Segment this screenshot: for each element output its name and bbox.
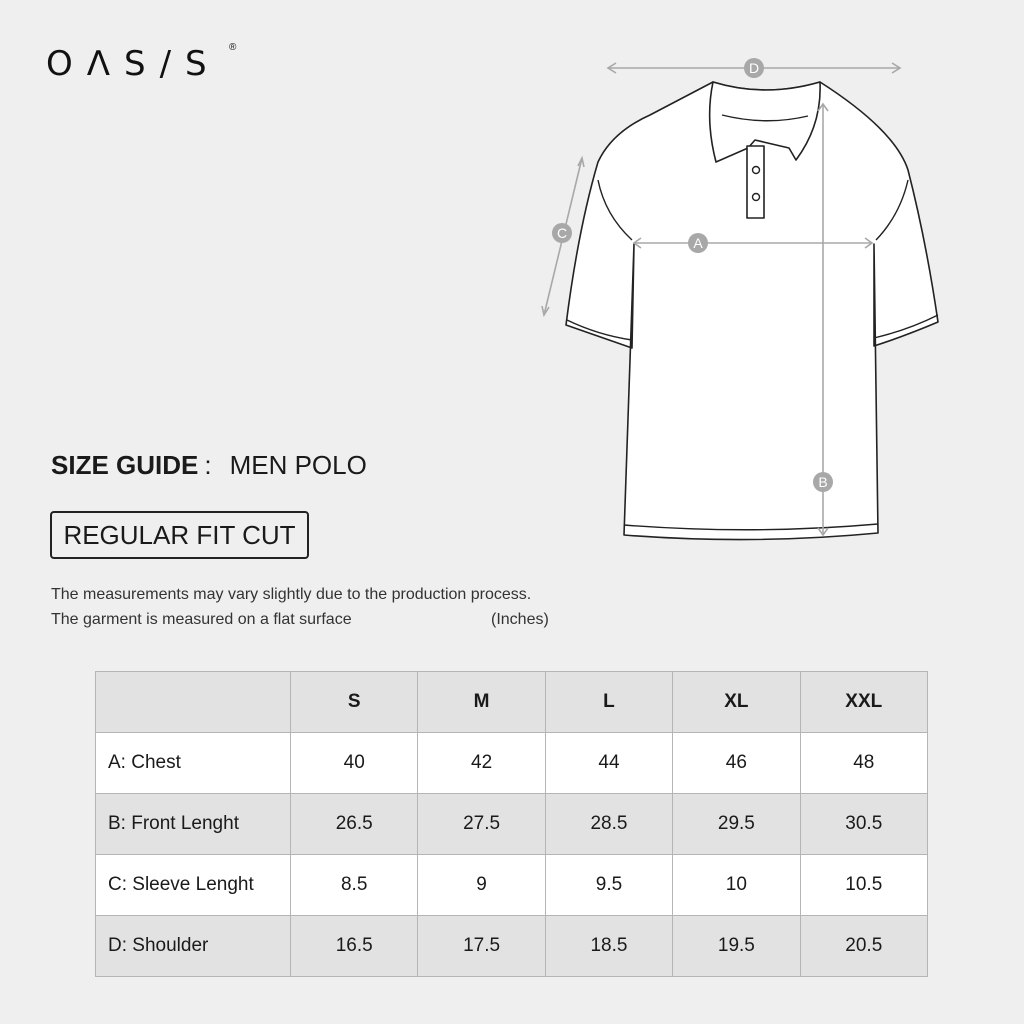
row-label: C: Sleeve Lenght [96, 855, 291, 916]
table-cell: 48 [800, 733, 927, 794]
table-corner [96, 672, 291, 733]
marker-a-label: A [693, 235, 703, 251]
table-cell: 18.5 [545, 916, 672, 977]
marker-c-label: C [556, 225, 568, 241]
registered-mark: ® [229, 42, 237, 53]
size-table [95, 671, 928, 977]
title-separator: : [204, 450, 212, 480]
table-cell: 8.5 [291, 855, 418, 916]
size-header: XXL [800, 672, 927, 733]
table-cell: 20.5 [800, 916, 927, 977]
fit-badge: REGULAR FIT CUT [50, 511, 309, 559]
table-cell: 30.5 [800, 794, 927, 855]
size-header: L [545, 672, 672, 733]
table-cell: 19.5 [673, 916, 800, 977]
size-header: M [418, 672, 545, 733]
table-cell: 29.5 [673, 794, 800, 855]
table-cell: 27.5 [418, 794, 545, 855]
row-label: B: Front Lenght [96, 794, 291, 855]
table-row [96, 916, 928, 977]
table-row [96, 794, 928, 855]
table-row [96, 855, 928, 916]
marker-b-label: B [818, 474, 828, 490]
table-cell: 28.5 [545, 794, 672, 855]
table-cell: 44 [545, 733, 672, 794]
table-cell: 16.5 [291, 916, 418, 977]
table-cell: 10.5 [800, 855, 927, 916]
table-cell: 17.5 [418, 916, 545, 977]
table-row [96, 733, 928, 794]
size-guide-heading [51, 450, 367, 481]
marker-d-label: D [748, 60, 760, 76]
size-header: S [291, 672, 418, 733]
brand-logo: OΛS/S [46, 44, 221, 84]
size-header-row [96, 672, 928, 733]
size-guide-title: SIZE GUIDE [51, 450, 199, 480]
table-cell: 9.5 [545, 855, 672, 916]
row-label: D: Shoulder [96, 916, 291, 977]
table-cell: 40 [291, 733, 418, 794]
table-cell: 9 [418, 855, 545, 916]
table-cell: 46 [673, 733, 800, 794]
row-label: A: Chest [96, 733, 291, 794]
measurement-note-2: The garment is measured on a flat surface [51, 611, 352, 628]
table-cell: 10 [673, 855, 800, 916]
measurement-note-1: The measurements may vary slightly due to the production process. [51, 586, 532, 603]
product-name: MEN POLO [229, 450, 367, 480]
table-cell: 26.5 [291, 794, 418, 855]
table-cell: 42 [418, 733, 545, 794]
units-label: (Inches) [491, 611, 549, 628]
shirt-outline [566, 82, 938, 540]
size-header: XL [673, 672, 800, 733]
